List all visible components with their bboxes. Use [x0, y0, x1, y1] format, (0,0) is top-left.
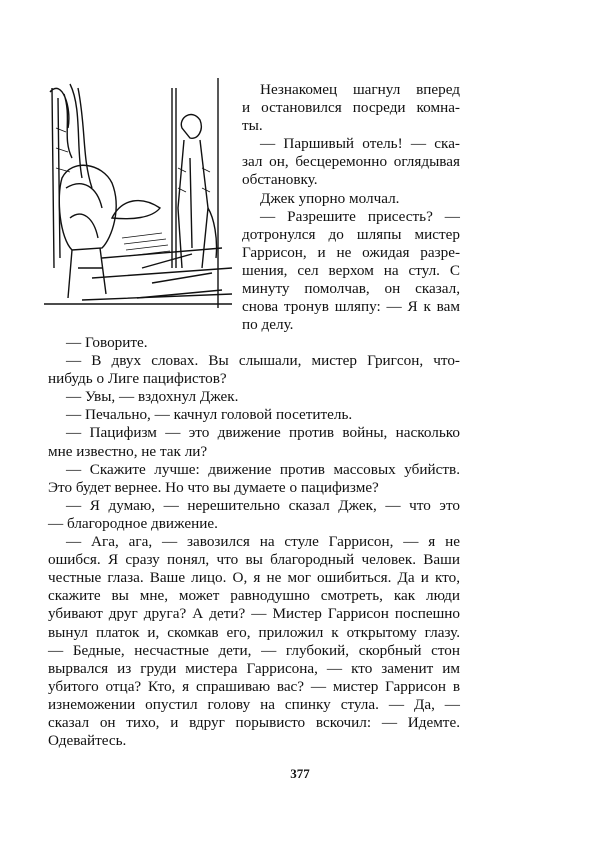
text-line: — Разрешите присесть? — — [260, 207, 460, 225]
text-line: — Увы, — вздохнул Джек. — [66, 388, 239, 406]
page-number: 377 — [290, 766, 310, 781]
text-line: скажите вы мне, может равнодушно смотреть, как люди — [48, 587, 460, 605]
text-line: убивают друг друга? А дети? — Мистер Гаррисон поспешно — [48, 605, 460, 623]
text-line: сказал он тихо, и вдруг порывисто вскочил: — Идемте. — [48, 713, 460, 731]
text-line: дотронулся до шляпы мистер — [242, 225, 460, 243]
text-line: Гаррисон, и не ожидая разре- — [242, 243, 460, 261]
text-line: Незнакомец шагнул вперед — [260, 81, 460, 98]
text-line: изнеможении опустил голову на спинку стула. — Да, — — [48, 695, 460, 713]
text-line: шения, сел верхом на стул. С — [242, 261, 460, 279]
text-line: снова тронув шляпу: — Я к вам — [242, 298, 460, 316]
right-column-text — [242, 81, 460, 334]
text-line: вынул платок и, скомкав его, приложил к открытому глазу. — [48, 623, 460, 641]
text-line: — Скажите лучше: движение против массовых убийств. — [66, 460, 460, 478]
text-line: вырвался из груди мистера Гаррисона, — кто заменит им — [48, 659, 460, 677]
text-line: — благородное движение. — [48, 514, 218, 532]
text-line: — Говорите. — [66, 334, 148, 351]
text-line: Одевайтесь. — [48, 732, 127, 750]
text-line: мне известно, не так ли? — [48, 442, 208, 460]
text-line: честные глаза. Ваше лицо. О, я не мог ошибиться. Да и кто, — [48, 569, 460, 587]
text-line: — Я думаю, — нерешительно сказал Джек, — что это — [66, 496, 460, 514]
text-line: зал он, бесцеремонно оглядывая — [242, 153, 460, 171]
main-column-text — [48, 334, 460, 750]
text-line: — Паршивый отель! — ска- — [260, 135, 460, 153]
text-line: — Бедные, несчастные дети, — глубокий, скорбный стон — [48, 641, 460, 659]
text-line: — Печально, — качнул головой посетитель. — [66, 406, 353, 424]
text-line: — В двух словах. Вы слышали, мистер Григсон, что- — [66, 352, 460, 370]
illustration-man-in-hotel-room — [42, 68, 238, 314]
text-line: — Ага, ага, — завозился на стуле Гаррисон, — я не — [66, 533, 460, 551]
text-line: минуту помолчав, он сказал, — [242, 280, 460, 298]
text-line: и остановился посреди комна- — [242, 99, 460, 117]
text-line: ошибся. Я сразу понял, что вы благородный человек. Ваши — [48, 551, 460, 569]
text-line: ты. — [242, 117, 263, 135]
text-line: Джек упорно молчал. — [260, 189, 400, 207]
text-line: — Пацифизм — это движение против войны, насколько — [66, 424, 460, 442]
text-line: Это будет вернее. Но что вы думаете о пацифизме? — [48, 478, 379, 496]
text-line: нибудь о Лиге пацифистов? — [48, 370, 227, 388]
text-line: обстановку. — [242, 171, 318, 189]
text-line: по делу. — [242, 316, 294, 334]
text-line: убитого отца? Кто, я спрашиваю вас? — мистер Гаррисон в — [48, 677, 460, 695]
